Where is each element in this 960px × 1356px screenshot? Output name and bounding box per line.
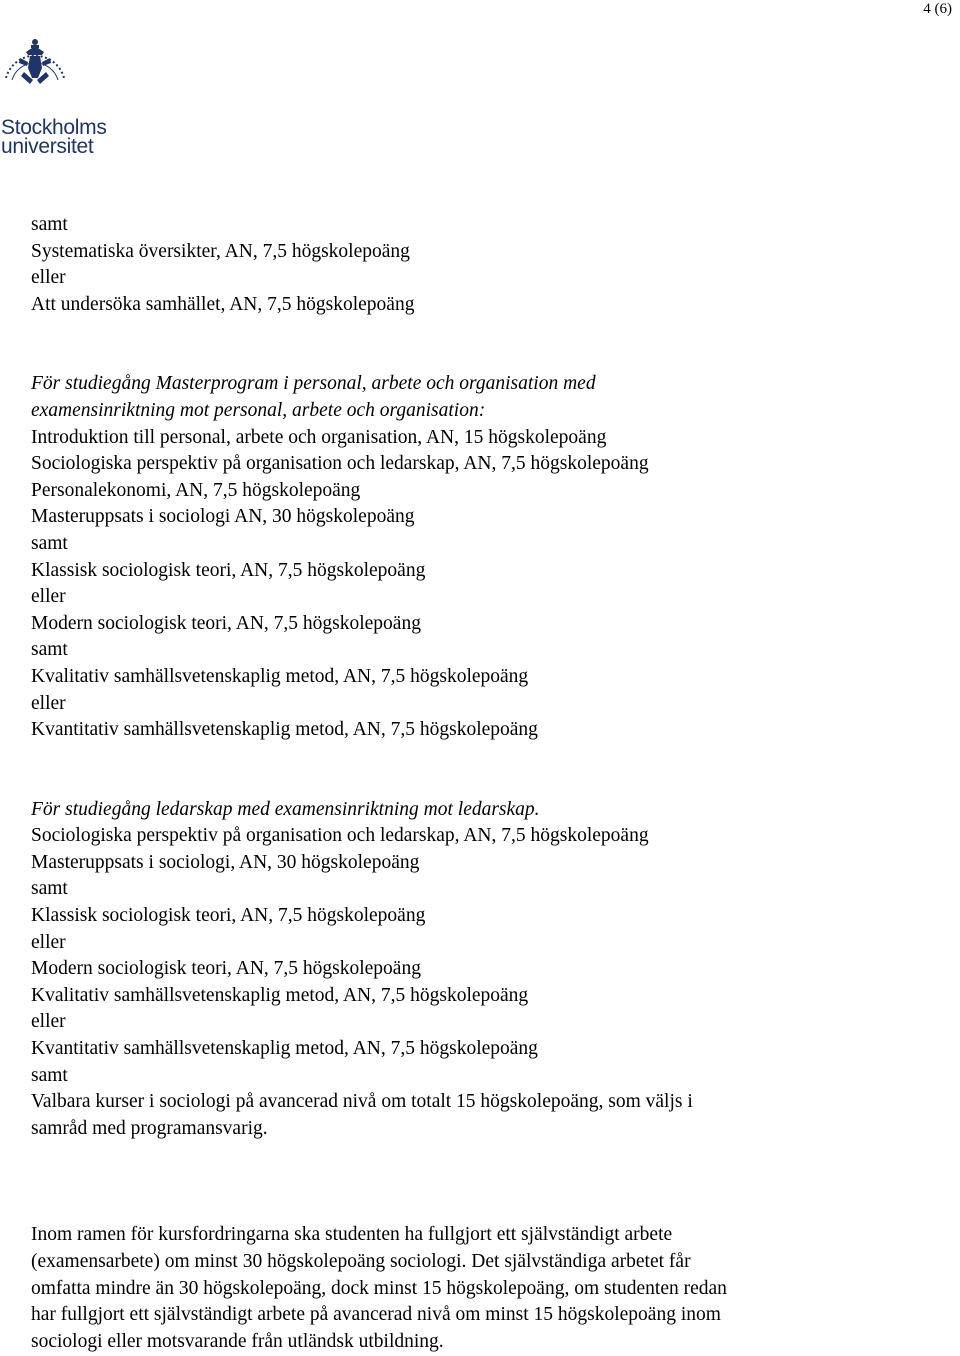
document-body (31, 212, 931, 1355)
logo-line-1: Stockholms (1, 116, 107, 139)
logo-wordmark (1, 118, 107, 156)
section-1 (31, 212, 931, 318)
text-line: Sociologiska perspektiv på organisation och ledarskap, AN, 7,5 högskolepoäng (31, 453, 649, 475)
section-2 (31, 371, 931, 743)
text-line: Att undersöka samhället, AN, 7,5 högskolepoäng (31, 293, 415, 315)
text-line: eller (31, 931, 66, 953)
section-heading: examensinriktning mot personal, arbete och organisation: (31, 399, 486, 421)
section-heading: För studiegång ledarskap med examensinriktning mot ledarskap. (31, 798, 540, 820)
text-line: samt (31, 639, 68, 661)
text-line: Kvantitativ samhällsvetenskaplig metod, AN, 7,5 högskolepoäng (31, 1038, 538, 1060)
text-line: har fullgjort ett självständigt arbete på avancerad nivå om minst 15 högskolepoäng inom (31, 1304, 721, 1326)
text-line: Introduktion till personal, arbete och organisation, AN, 15 högskolepoäng (31, 426, 607, 448)
text-line: Kvalitativ samhällsvetenskaplig metod, AN, 7,5 högskolepoäng (31, 984, 529, 1006)
text-line: Valbara kurser i sociologi på avancerad nivå om totalt 15 högskolepoäng, som väljs i (31, 1091, 693, 1113)
text-line: Masteruppsats i sociologi AN, 30 högskolepoäng (31, 506, 415, 528)
text-line: Masteruppsats i sociologi, AN, 30 högskolepoäng (31, 851, 420, 873)
text-line: Modern sociologisk teori, AN, 7,5 högskolepoäng (31, 958, 421, 980)
text-line: samråd med programansvarig. (31, 1117, 268, 1139)
text-line: samt (31, 532, 68, 554)
text-line: eller (31, 267, 66, 289)
logo-line-2: universitet (1, 135, 94, 158)
university-seal-icon (0, 28, 70, 92)
text-line: samt (31, 214, 68, 235)
text-line: Inom ramen för kursfordringarna ska studenten ha fullgjort ett självständigt arbete (31, 1224, 673, 1246)
text-line: Sociologiska perspektiv på organisation och ledarskap, AN, 7,5 högskolepoäng (31, 825, 649, 847)
text-line: samt (31, 878, 68, 900)
text-line: Kvalitativ samhällsvetenskaplig metod, AN, 7,5 högskolepoäng (31, 665, 529, 687)
text-line: (examensarbete) om minst 30 högskolepoäng sociologi. Det självständiga arbetet får (31, 1251, 691, 1272)
text-line: Modern sociologisk teori, AN, 7,5 högskolepoäng (31, 612, 421, 634)
text-line: Klassisk sociologisk teori, AN, 7,5 högskolepoäng (31, 905, 426, 927)
text-line: sociologi eller motsvarande från utländsk utbildning. (31, 1330, 444, 1352)
section-3 (31, 797, 931, 1143)
text-line: Systematiska översikter, AN, 7,5 högskolepoäng (31, 240, 410, 262)
text-line: eller (31, 1011, 66, 1033)
university-logo (0, 28, 124, 158)
section-heading: För studiegång Masterprogram i personal, arbete och organisation med (31, 373, 596, 395)
text-line: samt (31, 1064, 68, 1086)
text-line: Kvantitativ samhällsvetenskaplig metod, AN, 7,5 högskolepoäng (31, 719, 538, 741)
text-line: Personalekonomi, AN, 7,5 högskolepoäng (31, 479, 361, 501)
page-number: 4 (6) (923, 1, 952, 17)
section-4 (31, 1222, 931, 1355)
text-line: omfatta mindre än 30 högskolepoäng, dock minst 15 högskolepoäng, om studenten redan (31, 1277, 727, 1299)
text-line: eller (31, 692, 66, 714)
text-line: eller (31, 586, 66, 608)
text-line: Klassisk sociologisk teori, AN, 7,5 högskolepoäng (31, 559, 426, 581)
